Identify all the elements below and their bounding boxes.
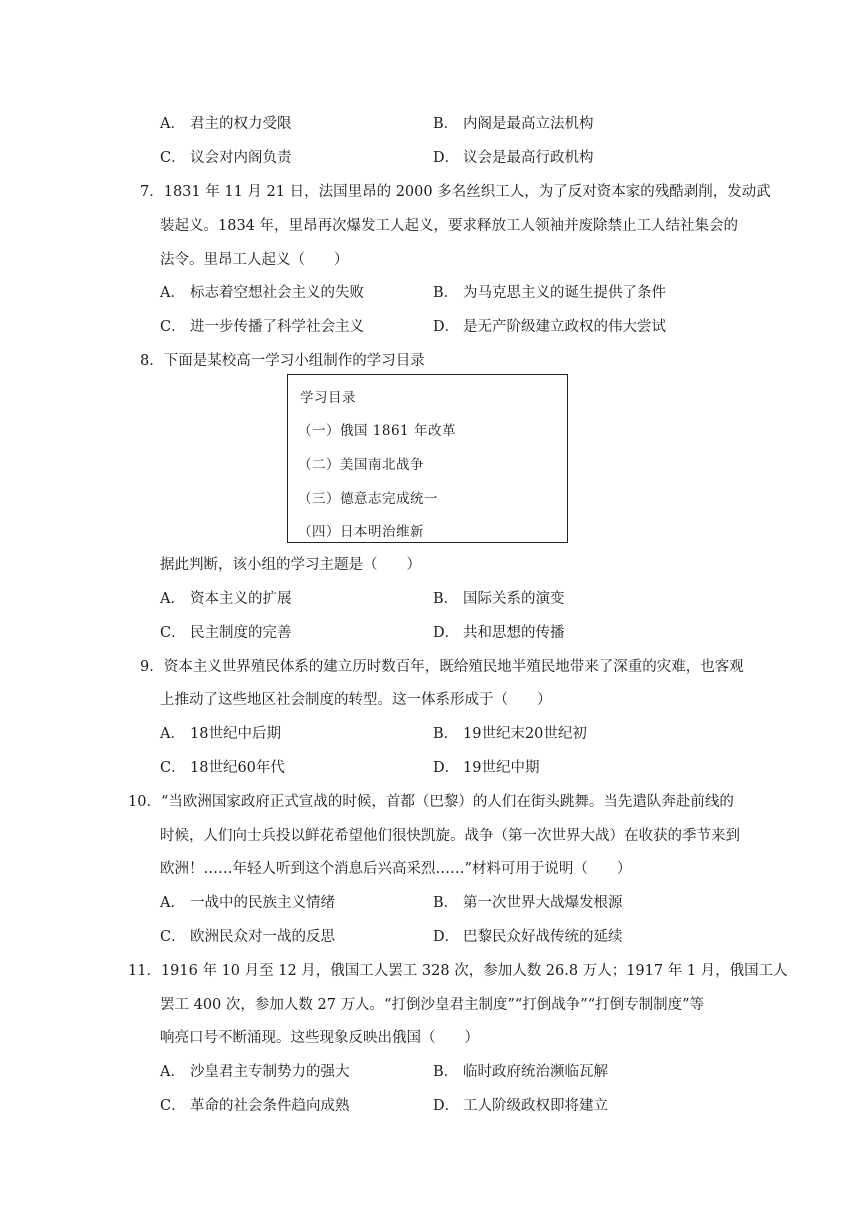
q9-option-d[interactable]: D． 19世纪中期 xyxy=(433,760,540,776)
q7-option-b[interactable]: B． 为马克思主义的诞生提供了条件 xyxy=(433,285,666,301)
q6-option-a[interactable]: A． 君主的权力受限 xyxy=(160,116,292,132)
q11-option-a[interactable]: A． 沙皇君主专制势力的强大 xyxy=(160,1064,350,1080)
q7-stem-line-3: 法令。里昂工人起义（ ） xyxy=(160,252,349,268)
q10-option-d[interactable]: D． 巴黎民众好战传统的延续 xyxy=(433,929,623,945)
q10-options-row-2 xyxy=(160,925,760,947)
q8-option-b[interactable]: B． 国际关系的演变 xyxy=(433,591,565,607)
q8-option-c[interactable]: C． 民主制度的完善 xyxy=(160,625,292,641)
q11-option-c[interactable]: C． 革命的社会条件趋向成熟 xyxy=(160,1098,350,1114)
q9-stem-line-1: 9．资本主义世界殖民体系的建立历时数百年，既给殖民地半殖民地带来了深重的灾难，也客观 xyxy=(140,659,744,675)
q8-options-row-2 xyxy=(160,621,760,643)
q11-stem-line-2: 罢工 400 次，参加人数 27 万人。“打倒沙皇君主制度”“打倒战争”“打倒专制制度”等 xyxy=(160,997,705,1013)
q6-option-c[interactable]: C． 议会对内阁负责 xyxy=(160,150,292,166)
catalog-item: （四）日本明治维新 xyxy=(298,524,424,540)
q9-option-c[interactable]: C． 18世纪60年代 xyxy=(160,760,285,776)
q7-option-a[interactable]: A． 标志着空想社会主义的失败 xyxy=(160,285,364,301)
q10-stem-line-2: 时候，人们向士兵投以鲜花希望他们很快凯旋。战争（第一次世界大战）在收获的季节来到 xyxy=(160,828,740,844)
catalog-item: （二）美国南北战争 xyxy=(298,457,424,473)
q11-stem-line-1: 11．1916 年 10 月至 12 月，俄国工人罢工 328 次，参加人数 26.8 万人；1917 年 1 月，俄国工人 xyxy=(128,963,788,979)
q7-options-row-1 xyxy=(160,281,760,303)
q11-options-row-1 xyxy=(160,1060,760,1082)
q11-stem-line-3: 响亮口号不断涌现。这些现象反映出俄国（ ） xyxy=(160,1030,479,1046)
q9-stem-line-2: 上推动了这些地区社会制度的转型。这一体系形成于（ ） xyxy=(160,692,552,708)
q8-option-d[interactable]: D． 共和思想的传播 xyxy=(433,625,565,641)
q6-option-b[interactable]: B． 内阁是最高立法机构 xyxy=(433,116,594,132)
q7-option-d[interactable]: D． 是无产阶级建立政权的伟大尝试 xyxy=(433,319,666,335)
q10-options-row-1 xyxy=(160,891,760,913)
q9-option-a[interactable]: A． 18世纪中后期 xyxy=(160,726,281,742)
q10-option-b[interactable]: B． 第一次世界大战爆发根源 xyxy=(433,895,623,911)
q6-options-row-2 xyxy=(160,146,760,168)
q8-option-a[interactable]: A． 资本主义的扩展 xyxy=(160,591,292,607)
q11-options-row-2 xyxy=(160,1094,760,1116)
q8-stem-line-1: 8．下面是某校高一学习小组制作的学习目录 xyxy=(140,353,425,369)
q7-stem-line-2: 装起义。1834 年，里昂再次爆发工人起义，要求释放工人领袖并废除禁止工人结社集会的 xyxy=(160,218,739,234)
q10-option-a[interactable]: A． 一战中的民族主义情绪 xyxy=(160,895,335,911)
q11-option-b[interactable]: B． 临时政府统治濒临瓦解 xyxy=(433,1064,608,1080)
catalog-title: 学习目录 xyxy=(300,390,356,406)
q7-stem-line-1: 7．1831 年 11 月 21 日，法国里昂的 2000 多名丝织工人，为了反对资本家的残酷剥削，发动武 xyxy=(140,184,771,200)
q10-stem-line-1: 10．“当欧洲国家政府正式宣战的时候，首都（巴黎）的人们在街头跳舞。当先遣队奔赴前线的 xyxy=(128,794,734,810)
q7-option-c[interactable]: C． 进一步传播了科学社会主义 xyxy=(160,319,364,335)
q7-options-row-2 xyxy=(160,315,760,337)
q10-stem-line-3: 欧洲！……年轻人听到这个消息后兴高采烈……”材料可用于说明（ ） xyxy=(160,861,632,877)
catalog-item: （一）俄国 1861 年改革 xyxy=(298,423,456,439)
q9-options-row-1 xyxy=(160,722,760,744)
q9-options-row-2 xyxy=(160,756,760,778)
q6-option-d[interactable]: D． 议会是最高行政机构 xyxy=(433,150,594,166)
q8-options-row-1 xyxy=(160,587,760,609)
catalog-item: （三）德意志完成统一 xyxy=(298,491,438,507)
q6-options-row-1 xyxy=(160,112,760,134)
study-catalog-box xyxy=(287,374,568,543)
q8-stem-question: 据此判断，该小组的学习主题是（ ） xyxy=(160,557,421,573)
q9-option-b[interactable]: B． 19世纪末20世纪初 xyxy=(433,726,587,742)
q10-option-c[interactable]: C． 欧洲民众对一战的反思 xyxy=(160,929,335,945)
q11-option-d[interactable]: D． 工人阶级政权即将建立 xyxy=(433,1098,608,1114)
